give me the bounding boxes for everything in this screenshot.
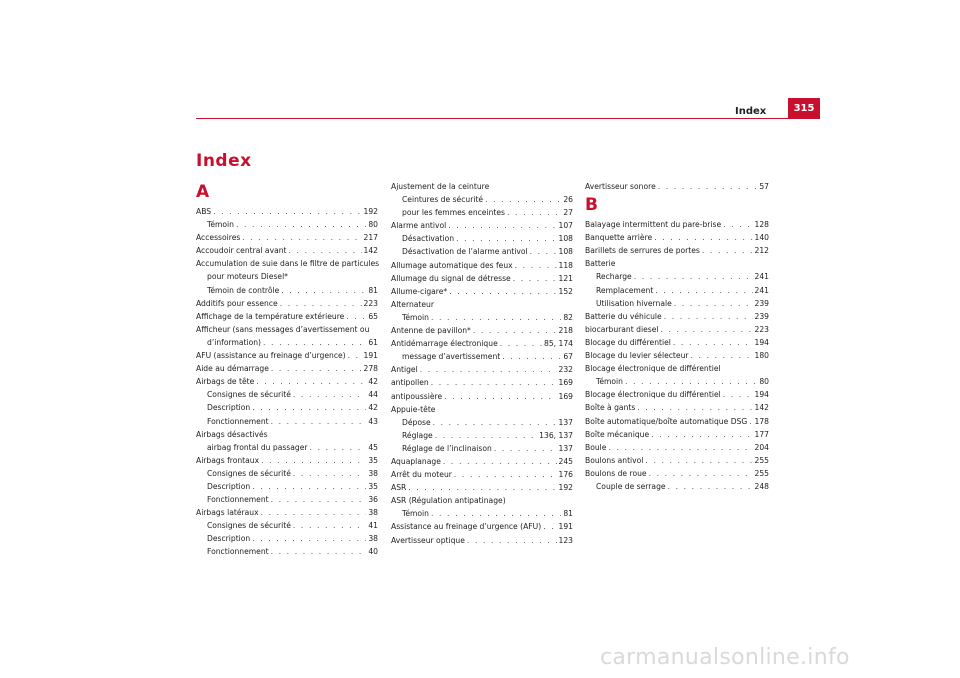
- index-letter-heading: B: [585, 195, 598, 216]
- index-entry: [585, 349, 769, 362]
- leader-dots: [271, 493, 367, 506]
- index-entry: [585, 362, 769, 375]
- index-entry: [391, 376, 573, 389]
- index-entry: [196, 428, 378, 441]
- entry-label: Assistance au freinage d’urgence (AFU): [391, 522, 542, 532]
- leader-dots: [242, 231, 361, 244]
- leader-dots: [485, 193, 561, 206]
- entry-label: Réglage de l’inclinaison: [402, 443, 492, 453]
- entry-label: pour les femmes enceintes: [402, 208, 506, 218]
- entry-page-number: 241: [754, 285, 769, 295]
- entry-label: Ajustement de la ceinture: [391, 182, 490, 191]
- leader-dots: [293, 519, 366, 532]
- entry-page-number: 108: [558, 247, 573, 257]
- entry-page-number: 255: [754, 468, 769, 478]
- leader-dots: [608, 441, 752, 454]
- leader-dots: [346, 310, 366, 323]
- entry-page-number: 82: [563, 312, 573, 322]
- entry-page-number: 38: [368, 468, 378, 478]
- entry-label: Consignes de sécurité: [207, 521, 291, 531]
- leader-dots: [444, 390, 556, 403]
- entry-page-number: 192: [558, 483, 573, 493]
- entry-page-number: 178: [754, 416, 769, 426]
- entry-page-number: 81: [563, 509, 573, 519]
- entry-page-number: 212: [754, 246, 769, 256]
- index-column-1: [196, 180, 378, 559]
- entry-label: Fonctionnement: [207, 547, 269, 557]
- leader-dots: [507, 206, 561, 219]
- leader-dots: [456, 232, 556, 245]
- leader-dots: [654, 231, 752, 244]
- entry-label: Antidémarrage électronique: [391, 339, 498, 349]
- index-subentry: [391, 245, 573, 258]
- index-subentry: [391, 193, 573, 206]
- leader-dots: [664, 310, 753, 323]
- index-entry: [585, 218, 769, 231]
- index-entry: [196, 205, 378, 218]
- entry-label: Boule: [585, 442, 607, 452]
- entry-page-number: 142: [363, 246, 378, 256]
- entry-label: antipoussière: [391, 391, 443, 401]
- index-subentry: [585, 297, 769, 310]
- index-entry: [391, 337, 573, 350]
- entry-label: biocarburant diesel: [585, 324, 659, 334]
- index-entry: [391, 455, 573, 468]
- entry-page-number: 191: [363, 351, 378, 361]
- entry-label: Airbags désactivés: [196, 429, 268, 439]
- leader-dots: [310, 441, 367, 454]
- index-subentry: [391, 507, 573, 520]
- index-entry: [391, 180, 573, 193]
- leader-dots: [702, 244, 753, 257]
- entry-page-number: 239: [754, 311, 769, 321]
- index-entry: [585, 441, 769, 454]
- leader-dots: [649, 467, 753, 480]
- index-subentry: [391, 311, 573, 324]
- entry-page-number: 61: [368, 337, 378, 347]
- entry-page-number: 36: [368, 495, 378, 505]
- entry-page-number: 192: [363, 207, 378, 216]
- index-entry: [391, 219, 573, 232]
- entry-page-number: 204: [754, 442, 769, 452]
- index-subentry: [196, 415, 378, 428]
- index-entry: [391, 520, 573, 533]
- leader-dots: [513, 272, 557, 285]
- leader-dots: [289, 244, 362, 257]
- entry-page-number: 67: [563, 352, 573, 362]
- entry-page-number: 239: [754, 298, 769, 308]
- entry-label: Témoin: [596, 377, 623, 387]
- leader-dots: [293, 388, 366, 401]
- entry-page-number: 123: [558, 535, 573, 545]
- entry-page-number: 140: [754, 233, 769, 243]
- entry-page-number: 128: [754, 220, 769, 230]
- index-entry: [196, 310, 378, 323]
- entry-label: Airbags frontaux: [196, 455, 260, 465]
- index-subentry: [196, 519, 378, 532]
- index-entry: [391, 534, 573, 547]
- leader-dots: [674, 297, 753, 310]
- index-entry: [585, 310, 769, 323]
- index-entry: [391, 390, 573, 403]
- entry-label: Batterie du véhicule: [585, 311, 662, 321]
- entry-page-number: 45: [368, 442, 378, 452]
- entry-page-number: 223: [754, 324, 769, 334]
- index-entry: [196, 506, 378, 519]
- entry-label: Antenne de pavillon*: [391, 326, 471, 336]
- entry-label: ASR: [391, 483, 407, 493]
- index-entry: [196, 257, 378, 283]
- index-subentry: [196, 532, 378, 545]
- entry-label: Accessoires: [196, 233, 241, 243]
- entry-label: Batterie: [585, 259, 616, 269]
- leader-dots: [263, 336, 366, 349]
- entry-label: Dépose: [402, 417, 431, 427]
- entry-page-number: 177: [754, 429, 769, 439]
- page-number: 315: [788, 98, 820, 119]
- index-subentry: [196, 401, 378, 414]
- index-subentry: [391, 442, 573, 455]
- leader-dots: [668, 480, 753, 493]
- leader-dots: [634, 270, 753, 283]
- leader-dots: [271, 362, 362, 375]
- entry-label: Balayage intermittent du pare-brise: [585, 220, 722, 230]
- index-subentry: [585, 375, 769, 388]
- index-subentry: [196, 480, 378, 493]
- entry-label: Consignes de sécurité: [207, 390, 291, 400]
- index-entry: [391, 259, 573, 272]
- entry-label: Témoin: [207, 220, 234, 230]
- leader-dots: [530, 245, 557, 258]
- index-entry: [391, 494, 573, 507]
- index-entry: [585, 401, 769, 414]
- entry-label: Réglage: [402, 430, 433, 440]
- leader-dots: [408, 481, 556, 494]
- entry-label: Appuie-tête: [391, 404, 436, 414]
- leader-dots: [256, 375, 366, 388]
- index-entry: [196, 375, 378, 388]
- index-entry: [585, 454, 769, 467]
- index-subentry: [391, 429, 573, 442]
- entry-label: Antigel: [391, 365, 418, 375]
- entry-page-number: 248: [754, 481, 769, 491]
- entry-page-number: 80: [368, 220, 378, 230]
- entry-page-number: 38: [368, 534, 378, 544]
- entry-page-number: 142: [754, 403, 769, 413]
- leader-dots: [660, 323, 752, 336]
- entry-label: Témoin: [402, 312, 429, 322]
- leader-dots: [252, 401, 366, 414]
- entry-label: Recharge: [596, 272, 632, 282]
- entry-page-number: 42: [368, 377, 378, 387]
- entry-label: Boîte mécanique: [585, 429, 650, 439]
- leader-dots: [271, 415, 367, 428]
- entry-page-number: 118: [558, 260, 573, 270]
- leader-dots: [723, 388, 753, 401]
- entry-label: Boîte à gants: [585, 403, 636, 413]
- index-subentry: [196, 441, 378, 454]
- index-subentry: [196, 284, 378, 297]
- entry-page-number: 136, 137: [539, 430, 573, 440]
- index-entry: [585, 231, 769, 244]
- index-subentry: [391, 206, 573, 219]
- leader-dots: [449, 285, 556, 298]
- entry-label: Afficheur (sans messages d’avertissement ou: [196, 324, 370, 334]
- entry-page-number: 217: [363, 233, 378, 243]
- entry-label: Boîte automatique/boîte automatique DSG: [585, 416, 748, 426]
- index-subentry: [391, 416, 573, 429]
- entry-label: Désactivation de l’alarme antivol: [402, 247, 528, 257]
- index-entry: [196, 362, 378, 375]
- entry-page-number: 169: [558, 391, 573, 401]
- entry-label: Blocage du levier sélecteur: [585, 351, 689, 361]
- entry-page-number: 107: [558, 221, 573, 231]
- leader-dots: [271, 545, 367, 558]
- entry-label: Description: [207, 403, 251, 413]
- entry-label: ABS: [196, 207, 212, 216]
- leader-dots: [431, 507, 561, 520]
- leader-dots: [543, 520, 556, 533]
- entry-label: Allume-cigare*: [391, 286, 448, 296]
- entry-page-number: 57: [759, 182, 769, 191]
- entry-page-number: 85, 174: [544, 339, 573, 349]
- entry-label: Ceintures de sécurité: [402, 195, 484, 205]
- entry-label: Allumage automatique des feux: [391, 260, 513, 270]
- index-subentry: [391, 232, 573, 245]
- entry-label: Alternateur: [391, 299, 434, 309]
- entry-page-number: 26: [563, 195, 573, 205]
- entry-label: Avertisseur optique: [391, 535, 465, 545]
- entry-label: pour moteurs Diesel*: [207, 272, 288, 282]
- index-subentry: [585, 284, 769, 297]
- index-entry: [585, 323, 769, 336]
- leader-dots: [281, 284, 366, 297]
- index-entry: [391, 481, 573, 494]
- entry-label: Allumage du signal de détresse: [391, 273, 511, 283]
- entry-page-number: 121: [558, 273, 573, 283]
- entry-page-number: 194: [754, 337, 769, 347]
- leader-dots: [261, 454, 366, 467]
- entry-label: Fonctionnement: [207, 416, 269, 426]
- leader-dots: [431, 311, 561, 324]
- entry-label: Additifs pour essence: [196, 298, 278, 308]
- leader-dots: [261, 506, 367, 519]
- entry-label: Blocage électronique de différentiel: [585, 364, 721, 374]
- entry-label: Airbags latéraux: [196, 508, 259, 518]
- entry-page-number: 278: [363, 364, 378, 374]
- entry-label: Affichage de la température extérieure: [196, 311, 345, 321]
- entry-label: Airbags de tête: [196, 377, 255, 387]
- entry-page-number: 42: [368, 403, 378, 413]
- entry-page-number: 137: [558, 443, 573, 453]
- index-entry: [585, 388, 769, 401]
- index-entry: [391, 298, 573, 311]
- entry-page-number: 35: [368, 455, 378, 465]
- index-subentry: [585, 480, 769, 493]
- index-letter-heading: A: [196, 182, 210, 202]
- entry-label: Couple de serrage: [596, 481, 666, 491]
- entry-label: Arrêt du moteur: [391, 470, 452, 480]
- entry-page-number: 41: [368, 521, 378, 531]
- index-subentry: [585, 270, 769, 283]
- index-entry: [391, 468, 573, 481]
- leader-dots: [213, 205, 361, 218]
- entry-label: ASR (Régulation antipatinage): [391, 496, 506, 506]
- header-rule: [196, 118, 820, 119]
- entry-page-number: 245: [558, 456, 573, 466]
- entry-label: Boulons antivol: [585, 455, 644, 465]
- entry-label: Témoin de contrôle: [207, 285, 280, 295]
- leader-dots: [502, 350, 561, 363]
- leader-dots: [651, 428, 752, 441]
- leader-dots: [252, 532, 366, 545]
- index-subentry: [196, 388, 378, 401]
- leader-dots: [749, 415, 752, 428]
- leader-dots: [500, 337, 542, 350]
- entry-page-number: 80: [759, 377, 769, 387]
- entry-page-number: 176: [558, 470, 573, 480]
- entry-label: Description: [207, 534, 251, 544]
- entry-label: Banquette arrière: [585, 233, 653, 243]
- leader-dots: [467, 534, 557, 547]
- leader-dots: [658, 180, 758, 193]
- leader-dots: [673, 336, 753, 349]
- index-column-2: [391, 180, 573, 547]
- leader-dots: [435, 429, 537, 442]
- leader-dots: [473, 324, 557, 337]
- footer-watermark: carmanualsonline.info: [600, 645, 850, 670]
- entry-label: Avertisseur sonore: [585, 182, 656, 191]
- leader-dots: [691, 349, 753, 362]
- entry-page-number: 81: [368, 285, 378, 295]
- leader-dots: [448, 219, 556, 232]
- entry-page-number: 223: [363, 298, 378, 308]
- entry-page-number: 65: [368, 311, 378, 321]
- entry-page-number: 40: [368, 547, 378, 557]
- entry-page-number: 38: [368, 508, 378, 518]
- leader-dots: [348, 349, 362, 362]
- entry-label: d’information): [207, 337, 262, 347]
- leader-dots: [252, 480, 366, 493]
- entry-label: antipollen: [391, 378, 429, 388]
- entry-label: Utilisation hivernale: [596, 298, 672, 308]
- entry-page-number: 241: [754, 272, 769, 282]
- index-entry: [585, 428, 769, 441]
- entry-label: Alarme antivol: [391, 221, 447, 231]
- leader-dots: [443, 455, 557, 468]
- leader-dots: [655, 284, 752, 297]
- index-subentry: [391, 350, 573, 363]
- index-entry: [585, 257, 769, 270]
- entry-page-number: 27: [563, 208, 573, 218]
- entry-page-number: 152: [558, 286, 573, 296]
- index-entry: [196, 323, 378, 349]
- entry-label: Description: [207, 481, 251, 491]
- entry-page-number: 108: [558, 234, 573, 244]
- leader-dots: [515, 259, 557, 272]
- entry-label: AFU (assistance au freinage d’urgence): [196, 351, 346, 361]
- entry-label: Consignes de sécurité: [207, 468, 291, 478]
- index-subentry: [196, 545, 378, 558]
- entry-page-number: 44: [368, 390, 378, 400]
- leader-dots: [431, 376, 557, 389]
- index-entry: [585, 467, 769, 480]
- index-entry: [585, 415, 769, 428]
- index-subentry: [196, 218, 378, 231]
- entry-page-number: 35: [368, 481, 378, 491]
- entry-label: Boulons de roue: [585, 468, 647, 478]
- entry-label: message d’avertissement: [402, 352, 501, 362]
- index-entry: [391, 272, 573, 285]
- entry-label: Accoudoir central avant: [196, 246, 287, 256]
- index-title: Index: [196, 151, 252, 171]
- entry-page-number: 232: [558, 365, 573, 375]
- leader-dots: [280, 297, 362, 310]
- leader-dots: [494, 442, 557, 455]
- index-entry: [196, 231, 378, 244]
- index-subentry: [196, 493, 378, 506]
- entry-page-number: 43: [368, 416, 378, 426]
- entry-label: Remplacement: [596, 285, 654, 295]
- leader-dots: [454, 468, 557, 481]
- entry-label: Désactivation: [402, 234, 455, 244]
- entry-label: Accumulation de suie dans le filtre de particules: [196, 259, 380, 269]
- index-entry: [391, 403, 573, 416]
- index-subentry: [196, 467, 378, 480]
- header-title: Index: [735, 106, 767, 117]
- entry-page-number: 218: [558, 326, 573, 336]
- index-entry: [391, 285, 573, 298]
- index-entry: [585, 180, 769, 193]
- leader-dots: [645, 454, 752, 467]
- entry-label: Aquaplanage: [391, 456, 441, 466]
- leader-dots: [293, 467, 366, 480]
- entry-page-number: 255: [754, 455, 769, 465]
- index-entry: [391, 363, 573, 376]
- entry-label: Barillets de serrures de portes: [585, 246, 700, 256]
- index-entry: [196, 349, 378, 362]
- index-entry: [391, 324, 573, 337]
- entry-page-number: 169: [558, 378, 573, 388]
- leader-dots: [723, 218, 752, 231]
- entry-label: Blocage électronique du différentiel: [585, 390, 721, 400]
- leader-dots: [637, 401, 752, 414]
- entry-page-number: 191: [558, 522, 573, 532]
- entry-label: airbag frontal du passager: [207, 442, 308, 452]
- index-entry: [585, 244, 769, 257]
- leader-dots: [420, 363, 557, 376]
- leader-dots: [236, 218, 366, 231]
- entry-label: Fonctionnement: [207, 495, 269, 505]
- entry-page-number: 194: [754, 390, 769, 400]
- entry-page-number: 180: [754, 351, 769, 361]
- entry-label: Blocage du différentiel: [585, 337, 671, 347]
- leader-dots: [433, 416, 557, 429]
- entry-label: Témoin: [402, 509, 429, 519]
- index-entry: [585, 336, 769, 349]
- index-entry: [196, 454, 378, 467]
- entry-page-number: 137: [558, 417, 573, 427]
- index-column-3: [585, 180, 769, 493]
- entry-label: Aide au démarrage: [196, 364, 269, 374]
- leader-dots: [625, 375, 757, 388]
- index-entry: [196, 244, 378, 257]
- index-entry: [196, 297, 378, 310]
